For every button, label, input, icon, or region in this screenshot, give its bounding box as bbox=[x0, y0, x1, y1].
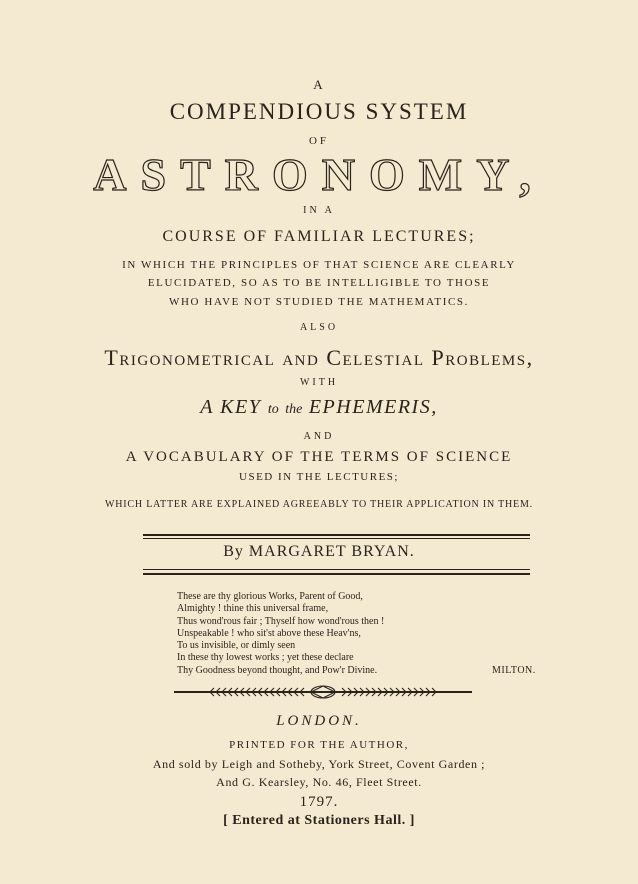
course-line: COURSE OF FAMILIAR LECTURES; bbox=[162, 228, 476, 245]
also-label: ALSO bbox=[299, 322, 339, 333]
divider-rule-top-thick bbox=[143, 534, 530, 536]
divider-rule-bottom-thin bbox=[143, 569, 530, 570]
description-line-1: IN WHICH THE PRINCIPLES OF THAT SCIENCE ARE CLEARLY bbox=[122, 259, 516, 271]
epigraph-line: Almighty ! thine this universal frame, bbox=[177, 603, 329, 615]
epigraph-line: Thus wond'rous fair ; Thyself how wond'rous then ! bbox=[177, 615, 385, 627]
imprint-printed-for: PRINTED FOR THE AUTHOR, bbox=[229, 739, 409, 751]
divider-rule-top-thin bbox=[143, 538, 530, 539]
imprint-kearsley: And G. Kearsley, No. 46, Fleet Street. bbox=[216, 775, 422, 789]
imprint-sold-by: And sold by Leigh and Sotheby, York Street, Covent Garden ; bbox=[152, 757, 486, 771]
key-ephemeris: EPHEMERIS, bbox=[308, 396, 438, 418]
epigraph-line: Unspeakable ! who sit'st above these Heav'ns, bbox=[177, 627, 361, 639]
vocabulary-line-2: USED IN THE LECTURES; bbox=[239, 471, 399, 483]
imprint-city: LONDON. bbox=[276, 713, 362, 729]
title-line-compendious: COMPENDIOUS SYSTEM bbox=[169, 99, 469, 124]
and-label: AND bbox=[303, 431, 335, 442]
key-line bbox=[0, 396, 638, 419]
description-line-2: ELUCIDATED, SO AS TO BE INTELLIGIBLE TO THOSE bbox=[147, 277, 491, 289]
divider-rule-bottom-thick bbox=[143, 573, 530, 575]
author-line: By MARGARET BRYAN. bbox=[223, 543, 415, 560]
epigraph-attribution: MILTON. bbox=[492, 665, 536, 676]
epigraph bbox=[177, 591, 384, 677]
with-label: WITH bbox=[299, 377, 339, 388]
key-the: the bbox=[285, 402, 303, 417]
chevron-ornament-rule-icon bbox=[174, 685, 472, 699]
problems-line: Trigonometrical and Celestial Problems, bbox=[104, 345, 534, 370]
title-astronomy: ASTRONOMY, bbox=[93, 149, 545, 200]
key-to: to bbox=[267, 402, 279, 417]
imprint-year: 1797. bbox=[299, 794, 339, 810]
key-a: A KEY bbox=[200, 396, 262, 418]
vocabulary-line-1: A VOCABULARY OF THE TERMS OF SCIENCE bbox=[125, 449, 513, 465]
in-a-label: IN A bbox=[303, 205, 335, 216]
epigraph-line: Thy Goodness beyond thought, and Pow'r Divine. bbox=[177, 664, 378, 676]
vocabulary-line-3: WHICH LATTER ARE EXPLAINED AGREEABLY TO THEIR APPLICATION IN THEM. bbox=[105, 499, 533, 510]
title-article: A bbox=[313, 77, 325, 92]
description-line-3: WHO HAVE NOT STUDIED THE MATHEMATICS. bbox=[169, 296, 469, 308]
epigraph-line: In these thy lowest works ; yet these declare bbox=[177, 652, 354, 664]
imprint-entered: [ Entered at Stationers Hall. ] bbox=[223, 813, 415, 828]
epigraph-line: To us invisible, or dimly seen bbox=[177, 640, 296, 652]
epigraph-line: These are thy glorious Works, Parent of Good, bbox=[177, 591, 363, 602]
title-of: OF bbox=[308, 135, 330, 147]
